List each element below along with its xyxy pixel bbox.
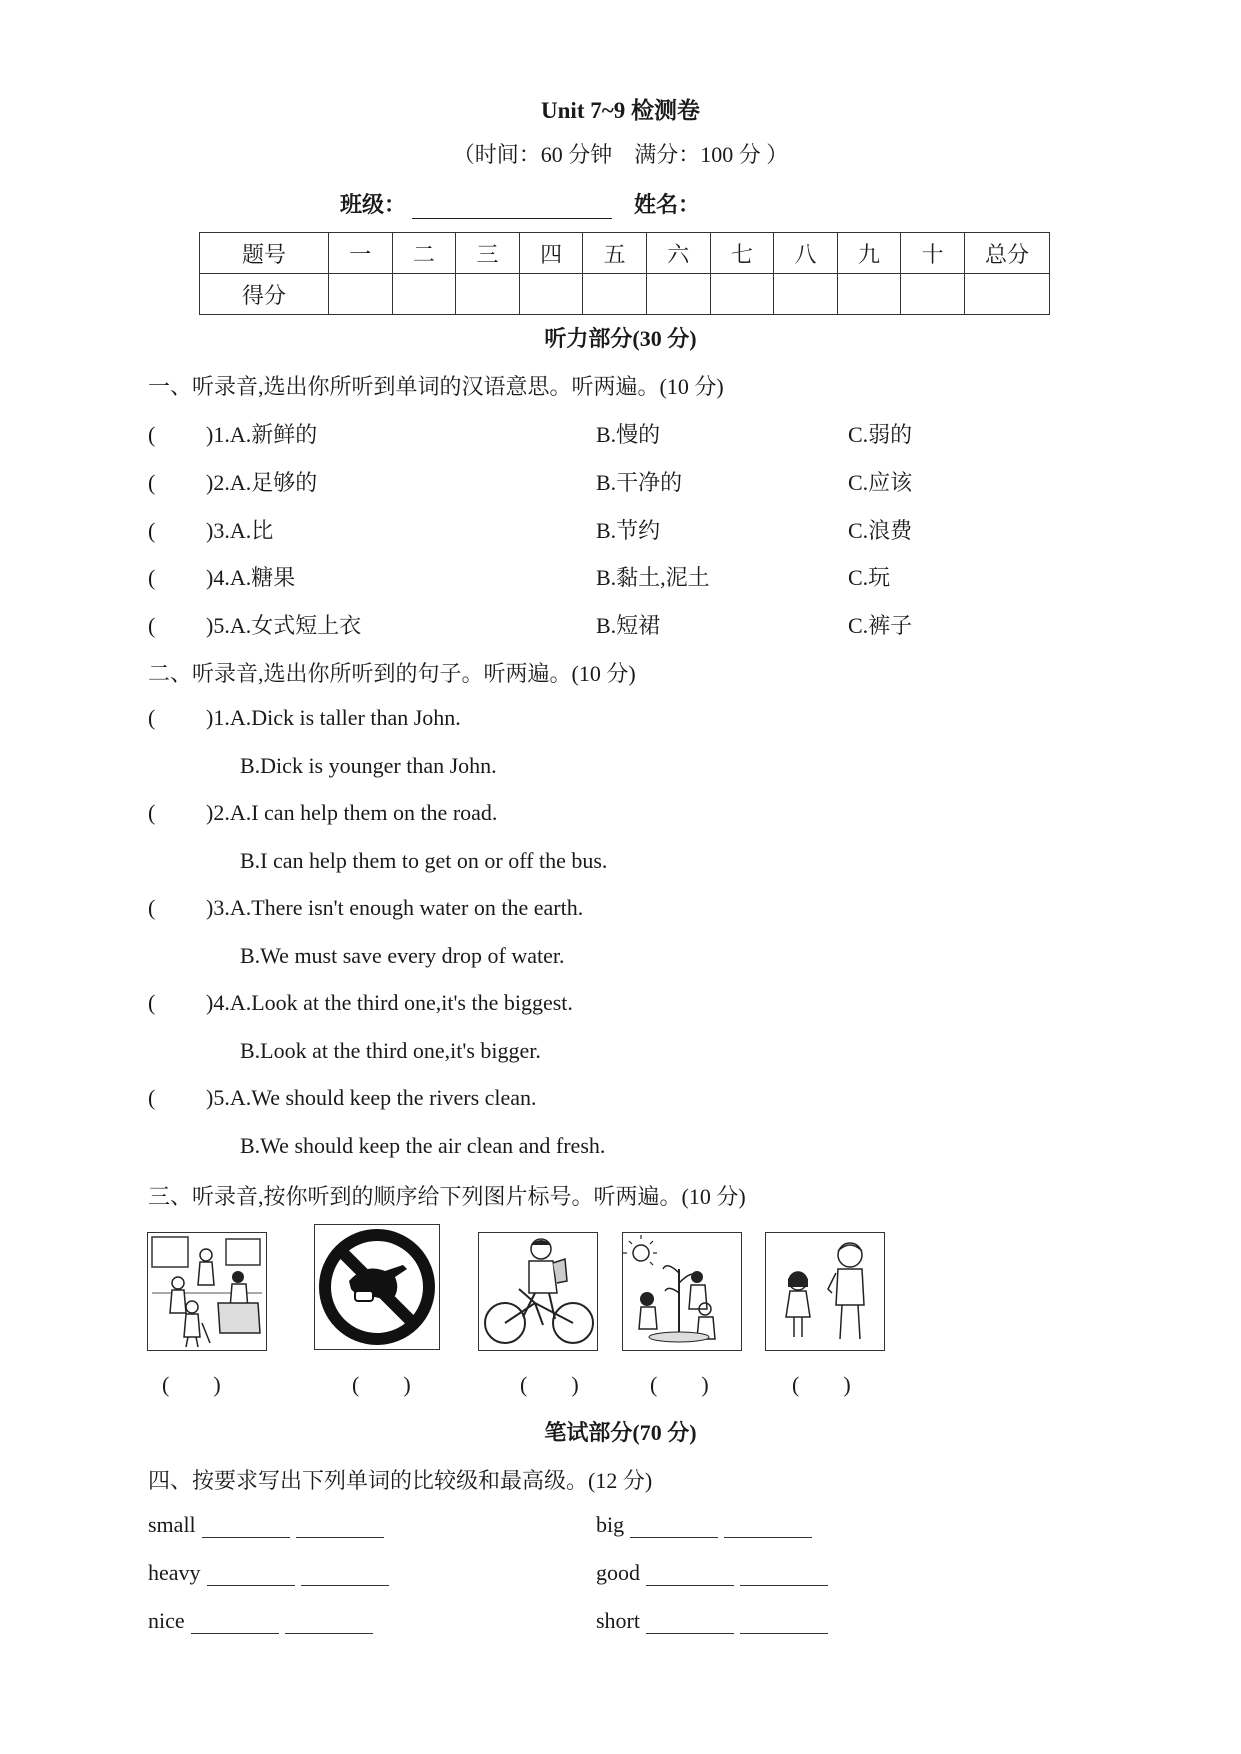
part2-heading: 二、听录音,选出你所听到的句子。听两遍。(10 分) [148,661,636,686]
answer-paren[interactable]: ( [148,1085,156,1110]
option-a: 1.A.Dick is taller than John. [213,705,461,730]
name-label: 姓名： [634,192,701,217]
option-b: B.I can help them to get on or off the bus. [240,848,608,873]
word-row [596,1560,828,1586]
option-a: 4.A.Look at the third one,it's the biggest. [213,990,573,1015]
option-a: 2.A.足够的 [213,470,318,495]
part4-heading: 四、按要求写出下列单词的比较级和最高级。(12 分) [148,1468,653,1493]
answer-paren[interactable]: ( [148,565,156,590]
score-cell[interactable] [392,274,456,315]
page-title: Unit 7~9 检测卷 [541,98,700,123]
planting-illustration [623,1233,741,1350]
answer-paren[interactable]: ( [148,895,156,920]
listening-section-header: 听力部分(30 分) [544,326,697,351]
superlative-blank[interactable] [740,1613,828,1634]
option-a: 5.A.女式短上衣 [213,613,362,638]
option-b: B.Dick is younger than John. [240,753,497,778]
written-section-header: 笔试部分(70 分) [544,1420,697,1445]
col-4: 四 [519,233,583,274]
score-table-header-row [200,233,1050,274]
class-blank[interactable] [412,196,612,219]
score-cell[interactable] [583,274,647,315]
option-a: 2.A.I can help them on the road. [213,800,498,825]
answer-paren[interactable]: ( [148,800,156,825]
col-2: 二 [392,233,456,274]
word-label: small [148,1512,196,1537]
option-b: B.慢的 [596,422,661,447]
part2-item-2: ( )2.A.I can help them on the road. [148,800,498,825]
option-c: C.裤子 [848,613,913,638]
score-cell[interactable] [710,274,774,315]
comparative-blank[interactable] [191,1613,279,1634]
part1-item-5: ( )5.A.女式短上衣 [148,613,362,638]
word-label: good [596,1560,640,1585]
option-c: C.弱的 [848,422,913,447]
picture-prohibition-sign [314,1224,440,1350]
score-cell[interactable] [329,274,393,315]
part2-item-4: ( )4.A.Look at the third one,it's the biggest. [148,990,573,1015]
score-table-score-row [200,274,1050,315]
option-b: B.We must save every drop of water. [240,943,565,968]
answer-paren-picture-1[interactable]: ( ) [162,1372,221,1397]
part2-item-3: ( )3.A.There isn't enough water on the earth. [148,895,584,920]
picture-boy-and-girl [765,1232,885,1351]
answer-paren[interactable]: ( [148,990,156,1015]
word-row [148,1608,373,1634]
score-cell[interactable] [837,274,901,315]
superlative-blank[interactable] [296,1517,384,1538]
no-sign-icon [315,1225,439,1349]
comparative-blank[interactable] [630,1517,718,1538]
option-b: B.黏土,泥土 [596,565,710,590]
part1-item-1: ( )1.A.新鲜的 [148,422,318,447]
word-row [596,1512,812,1538]
superlative-blank[interactable] [740,1565,828,1586]
answer-paren-picture-2[interactable]: ( ) [352,1372,411,1397]
comparative-blank[interactable] [202,1517,290,1538]
option-b: B.节约 [596,518,661,543]
option-b: B.干净的 [596,470,683,495]
col-8: 八 [774,233,838,274]
comparative-blank[interactable] [646,1565,734,1586]
part1-heading: 一、听录音,选出你所听到单词的汉语意思。听两遍。(10 分) [148,374,724,399]
col-5: 五 [583,233,647,274]
children-illustration [766,1233,884,1350]
comparative-blank[interactable] [646,1613,734,1634]
row-label-score: 得分 [200,274,329,315]
option-c: C.浪费 [848,518,913,543]
option-b: B.短裙 [596,613,661,638]
part2-item-5: ( )5.A.We should keep the rivers clean. [148,1085,537,1110]
word-label: big [596,1512,625,1537]
option-c: C.应该 [848,470,913,495]
col-6: 六 [646,233,710,274]
option-a: 4.A.糖果 [213,565,296,590]
row-label-number: 题号 [200,233,329,274]
superlative-blank[interactable] [724,1517,812,1538]
answer-paren[interactable]: ( [148,705,156,730]
option-c: C.玩 [848,565,891,590]
answer-paren[interactable]: ( [148,518,156,543]
col-7: 七 [710,233,774,274]
picture-classroom [147,1232,267,1351]
score-cell[interactable] [456,274,520,315]
classroom-illustration [148,1233,266,1350]
score-table [199,232,1050,315]
option-a: 1.A.新鲜的 [213,422,318,447]
word-label: short [596,1608,640,1633]
superlative-blank[interactable] [285,1613,373,1634]
picture-planting-trees [622,1232,742,1351]
col-10: 十 [901,233,965,274]
score-cell[interactable] [646,274,710,315]
option-a: 3.A.比 [213,518,274,543]
class-label: 班级： [340,192,407,217]
word-row [148,1560,389,1586]
score-cell[interactable] [774,274,838,315]
part3-heading: 三、听录音,按你听到的顺序给下列图片标号。听两遍。(10 分) [148,1184,746,1209]
score-cell[interactable] [965,274,1050,315]
col-3: 三 [456,233,520,274]
col-9: 九 [837,233,901,274]
class-name-line [340,188,700,219]
word-row [148,1512,384,1538]
part2-item-1: ( )1.A.Dick is taller than John. [148,705,461,730]
bicycle-illustration [479,1233,597,1350]
option-a: 3.A.There isn't enough water on the earth. [213,895,584,920]
superlative-blank[interactable] [301,1565,389,1586]
picture-boy-on-bicycle [478,1232,598,1351]
word-label: heavy [148,1560,201,1585]
comparative-blank[interactable] [207,1565,295,1586]
option-a: 5.A.We should keep the rivers clean. [213,1085,537,1110]
word-label: nice [148,1608,185,1633]
exam-info: （时间：60 分钟 满分：100 分 ） [452,142,789,167]
answer-paren-picture-5[interactable]: ( ) [792,1372,851,1397]
score-cell[interactable] [519,274,583,315]
answer-paren[interactable]: ( [148,422,156,447]
option-b: B.We should keep the air clean and fresh. [240,1133,606,1158]
col-1: 一 [329,233,393,274]
score-cell[interactable] [901,274,965,315]
part1-item-4: ( )4.A.糖果 [148,565,296,590]
part1-item-3: ( )3.A.比 [148,518,274,543]
answer-paren-picture-3[interactable]: ( ) [520,1372,579,1397]
option-b: B.Look at the third one,it's bigger. [240,1038,541,1063]
col-total: 总分 [965,233,1050,274]
answer-paren[interactable]: ( [148,613,156,638]
part1-item-2: ( )2.A.足够的 [148,470,318,495]
word-row [596,1608,828,1634]
answer-paren-picture-4[interactable]: ( ) [650,1372,709,1397]
answer-paren[interactable]: ( [148,470,156,495]
